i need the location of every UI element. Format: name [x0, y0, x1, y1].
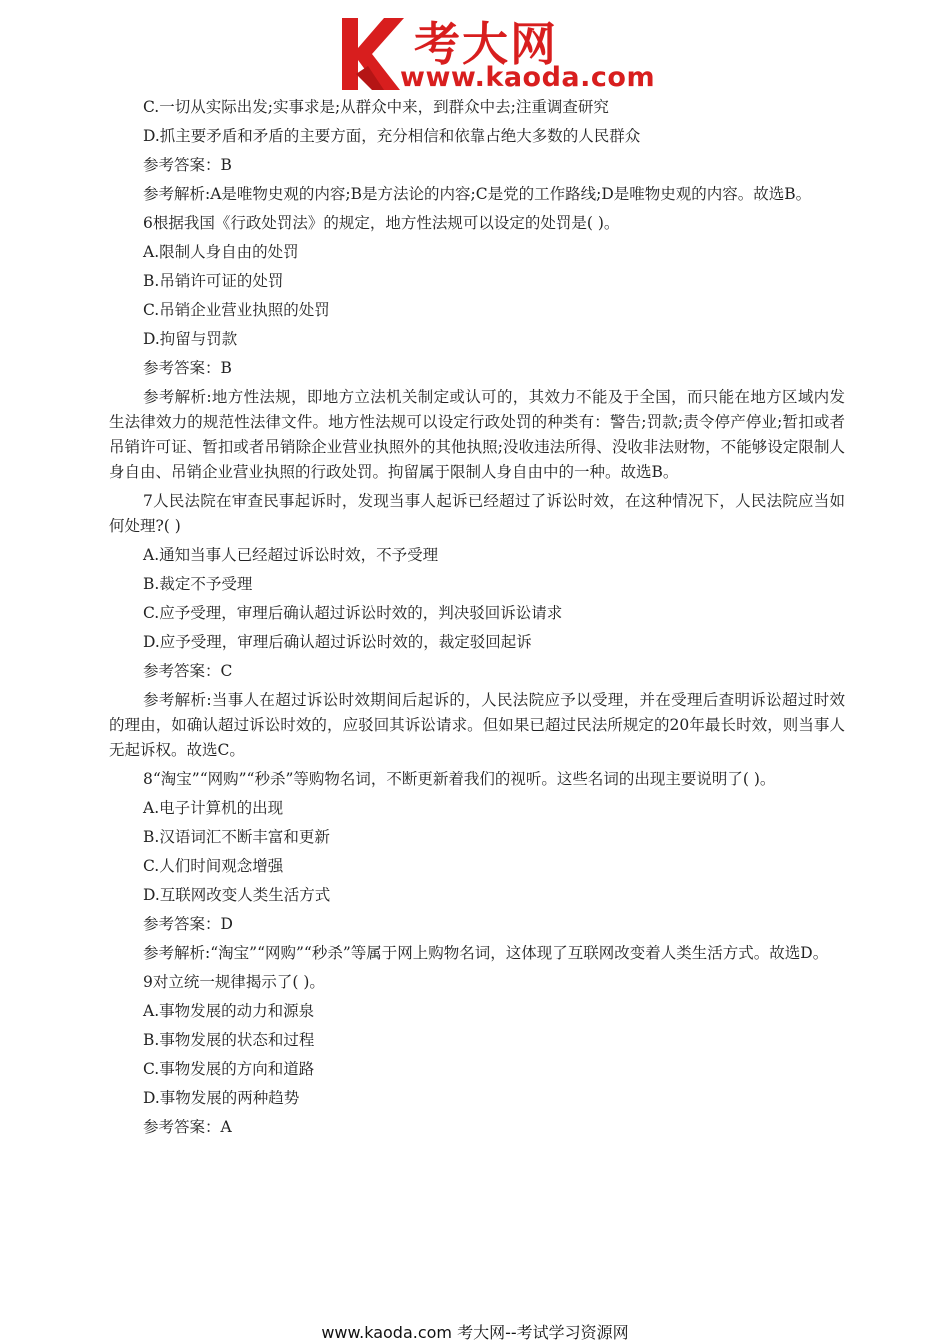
- text-line: D.应予受理，审理后确认超过诉讼时效的，裁定驳回起诉: [143, 633, 532, 651]
- text-line: 参考答案：A: [143, 1118, 232, 1136]
- text-line: B.裁定不予受理: [143, 575, 253, 593]
- text-line: A.限制人身自由的处罚: [143, 243, 299, 261]
- document-body: [109, 95, 845, 1144]
- text-line: 参考答案：D: [143, 915, 233, 933]
- text-line: 9对立统一规律揭示了( )。: [143, 973, 325, 991]
- text-line: 参考解析:A是唯物史观的内容;B是方法论的内容;C是党的工作路线;D是唯物史观的内容。故选B。: [143, 185, 812, 203]
- text-line: 参考解析:当事人在超过诉讼时效期间后起诉的，人民法院应予以受理，并在受理后查明诉讼超过时效的理由，如确认超过诉讼时效的，应驳回其诉讼请求。但如果已超过民法所规定的20年最长时效，则当事人无起诉权。故选C。: [109, 691, 845, 759]
- logo-brand-url: www.kaoda.com: [400, 62, 656, 93]
- text-line: C.事物发展的方向和道路: [143, 1060, 315, 1078]
- text-line: 参考解析:“淘宝”“网购”“秒杀”等属于网上购物名词，这体现了互联网改变着人类生活方式。故选D。: [143, 944, 829, 962]
- text-line: B.吊销许可证的处罚: [143, 272, 284, 290]
- text-line: C.一切从实际出发;实事求是;从群众中来，到群众中去;注重调查研究: [143, 98, 609, 116]
- text-line: D.抓主要矛盾和矛盾的主要方面，充分相信和依靠占绝大多数的人民群众: [143, 127, 641, 145]
- text-line: D.事物发展的两种趋势: [143, 1089, 300, 1107]
- text-line: 参考答案：B: [143, 156, 232, 174]
- text-line: D.互联网改变人类生活方式: [143, 886, 331, 904]
- text-line: D.拘留与罚款: [143, 330, 238, 348]
- text-line: A.事物发展的动力和源泉: [143, 1002, 315, 1020]
- text-line: B.汉语词汇不断丰富和更新: [143, 828, 330, 846]
- text-line: 6根据我国《行政处罚法》的规定，地方性法规可以设定的处罚是( )。: [143, 214, 620, 232]
- text-line: A.通知当事人已经超过诉讼时效，不予受理: [143, 546, 439, 564]
- text-line: B.事物发展的状态和过程: [143, 1031, 315, 1049]
- logo-brand-name: 考大网: [414, 17, 558, 71]
- text-line: C.应予受理，审理后确认超过诉讼时效的，判决驳回诉讼请求: [143, 604, 563, 622]
- text-line: A.电子计算机的出现: [143, 799, 284, 817]
- text-line: C.人们时间观念增强: [143, 857, 284, 875]
- text-line: 参考答案：B: [143, 359, 232, 377]
- text-line: C.吊销企业营业执照的处罚: [143, 301, 330, 319]
- page-footer: www.kaoda.com 考大网--考试学习资源网: [321, 1323, 629, 1342]
- kaoda-logo: [338, 14, 668, 94]
- text-line: 参考答案：C: [143, 662, 233, 680]
- text-line: 参考解析:地方性法规，即地方立法机关制定或认可的，其效力不能及于全国，而只能在地方区域内发生法律效力的规范性法律文件。地方性法规可以设定行政处罚的种类有：警告;罚款;责令停产停业;暂扣或者吊销许可证、暂扣或者吊销除企业营业执照外的其他执照;没收违法所得、没收非法财物，不能够设定限制人身自由、吊销企业营业执照的行政处罚。拘留属于限制人身自由中的一种。故选B。: [109, 388, 845, 481]
- text-line: 7人民法院在审查民事起诉时，发现当事人起诉已经超过了诉讼时效，在这种情况下，人民法院应当如何处理?( ): [109, 492, 845, 535]
- text-line: 8“淘宝”“网购”“秒杀”等购物名词，不断更新着我们的视听。这些名词的出现主要说明了( )。: [143, 770, 776, 788]
